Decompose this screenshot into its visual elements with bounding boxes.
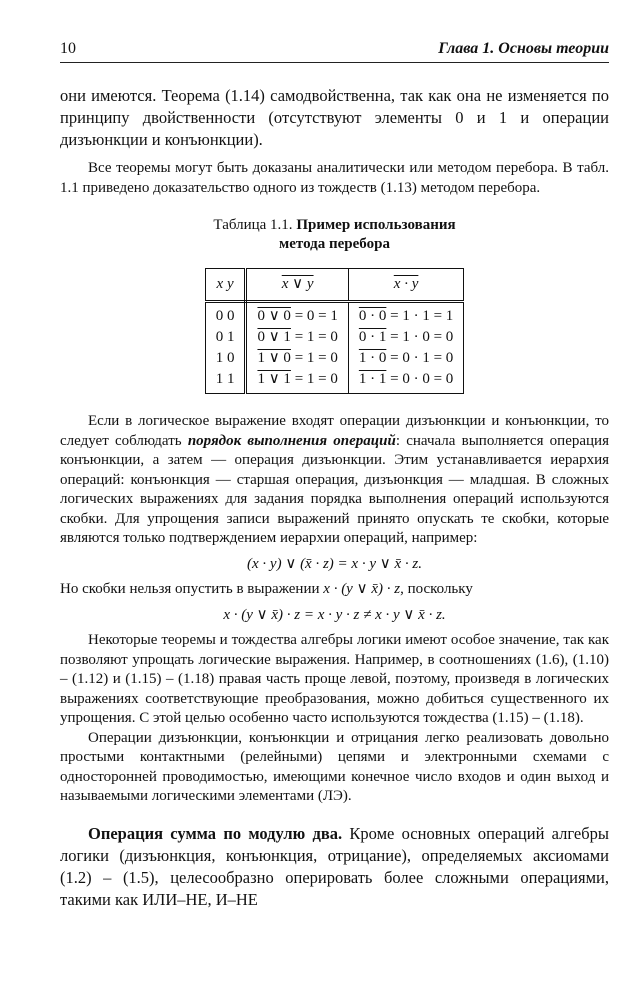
truth-table: [205, 268, 465, 394]
col-header-or: x ∨ y: [246, 269, 348, 302]
paragraph-6: Операции дизъюнкции, конъюнкции и отрицания легко реализовать довольно простыми контактными (релейными) цепями и электронными схемами с односторонней проводимостью, имеющими конечное число входов и один выход и называемыми логическими элементами (ЛЭ).: [60, 729, 609, 804]
paragraph-7: Операция сумма по модулю два. Кроме основных операций алгебры логики (дизъюнкция, конъюнкция, отрицание), определяемых аксиомами (1.2) – (1.5), целесообразно оперировать более сложными операциями, такими как ИЛИ–НЕ, И–НЕ: [60, 823, 609, 909]
paragraph-1: они имеются. Теорема (1.14) самодвойственна, так как она не изменяется по принципу двойственности (отсутствуют элементы 0 и 1 и операции дизъюнкции и конъюнкции).: [60, 86, 609, 149]
col-header-and: x · y: [348, 269, 463, 302]
table-caption: [60, 216, 609, 254]
paragraph-3: Если в логическое выражение входят операции дизъюнкции и конъюнкции, то следует соблюдать порядок выполнения операций: сначала выполняется операция конъюнкции, а затем — операция дизъюнкции. Этим устанавливается иерархия операций: конъюнкция — старшая операция, дизъюнкция — младшая. В сложных логических выражениях для задания порядка выполнения операций используются скобки. Для упрощения записи выражений принято опускать те скобки, которые являются только подтверждением иерархии операций, например:: [60, 413, 609, 546]
chapter-title: Глава 1. Основы теории: [438, 40, 609, 57]
running-header: [60, 40, 609, 63]
paragraph-5: Некоторые теоремы и тождества алгебры логики имеют особое значение, так как позволяют упрощать логические выражения. Например, в соотношениях (1.6), (1.10) – (1.12) и (1.15) – (1.18) правая часть проще левой, поэтому, произведя в логических выражениях соответствующие преобразования, можно добиться существенного их упрощения. С этой целью особенно часто используются тождества (1.15) – (1.18).: [60, 632, 609, 726]
col-header-xy: x y: [205, 269, 246, 302]
table-row: 0 1 0 ∨ 1 = 1 = 0 0 · 1 = 1 · 0 = 0: [205, 327, 464, 348]
paragraph-2: Все теоремы могут быть доказаны аналитически или методом перебора. В табл. 1.1 приведено доказательство одного из тождеств (1.13) методом перебора.: [60, 160, 609, 196]
table-caption-line2: метода перебора: [279, 236, 390, 252]
table-caption-prefix: Таблица 1.1.: [213, 217, 297, 233]
emphasis-operation-order: порядок выполнения операций: [187, 432, 396, 449]
formula-1: (x · y) ∨ (x̄ · z) = x · y ∨ x̄ · z.: [247, 555, 422, 572]
paragraph-4: Но скобки нельзя опустить в выражении x · (y ∨ x̄) · z, поскольку: [60, 581, 473, 597]
table-row: 1 0 1 ∨ 0 = 1 = 0 1 · 0 = 0 · 1 = 0: [205, 348, 464, 369]
table-caption-line1: Пример использования: [296, 217, 456, 233]
section-heading: Операция сумма по модулю два.: [88, 823, 343, 843]
table-row: 1 1 1 ∨ 1 = 1 = 0 1 · 1 = 0 · 0 = 0: [205, 369, 464, 394]
formula-2: x · (y ∨ x̄) · z = x · y · z ≠ x · y ∨ x̄ · z.: [223, 606, 446, 623]
page-number: 10: [60, 40, 76, 57]
table-row: 0 0 0 ∨ 0 = 0 = 1 0 · 0 = 1 · 1 = 1: [205, 302, 464, 328]
inline-expression: x · (y ∨ x̄) · z: [323, 581, 401, 597]
